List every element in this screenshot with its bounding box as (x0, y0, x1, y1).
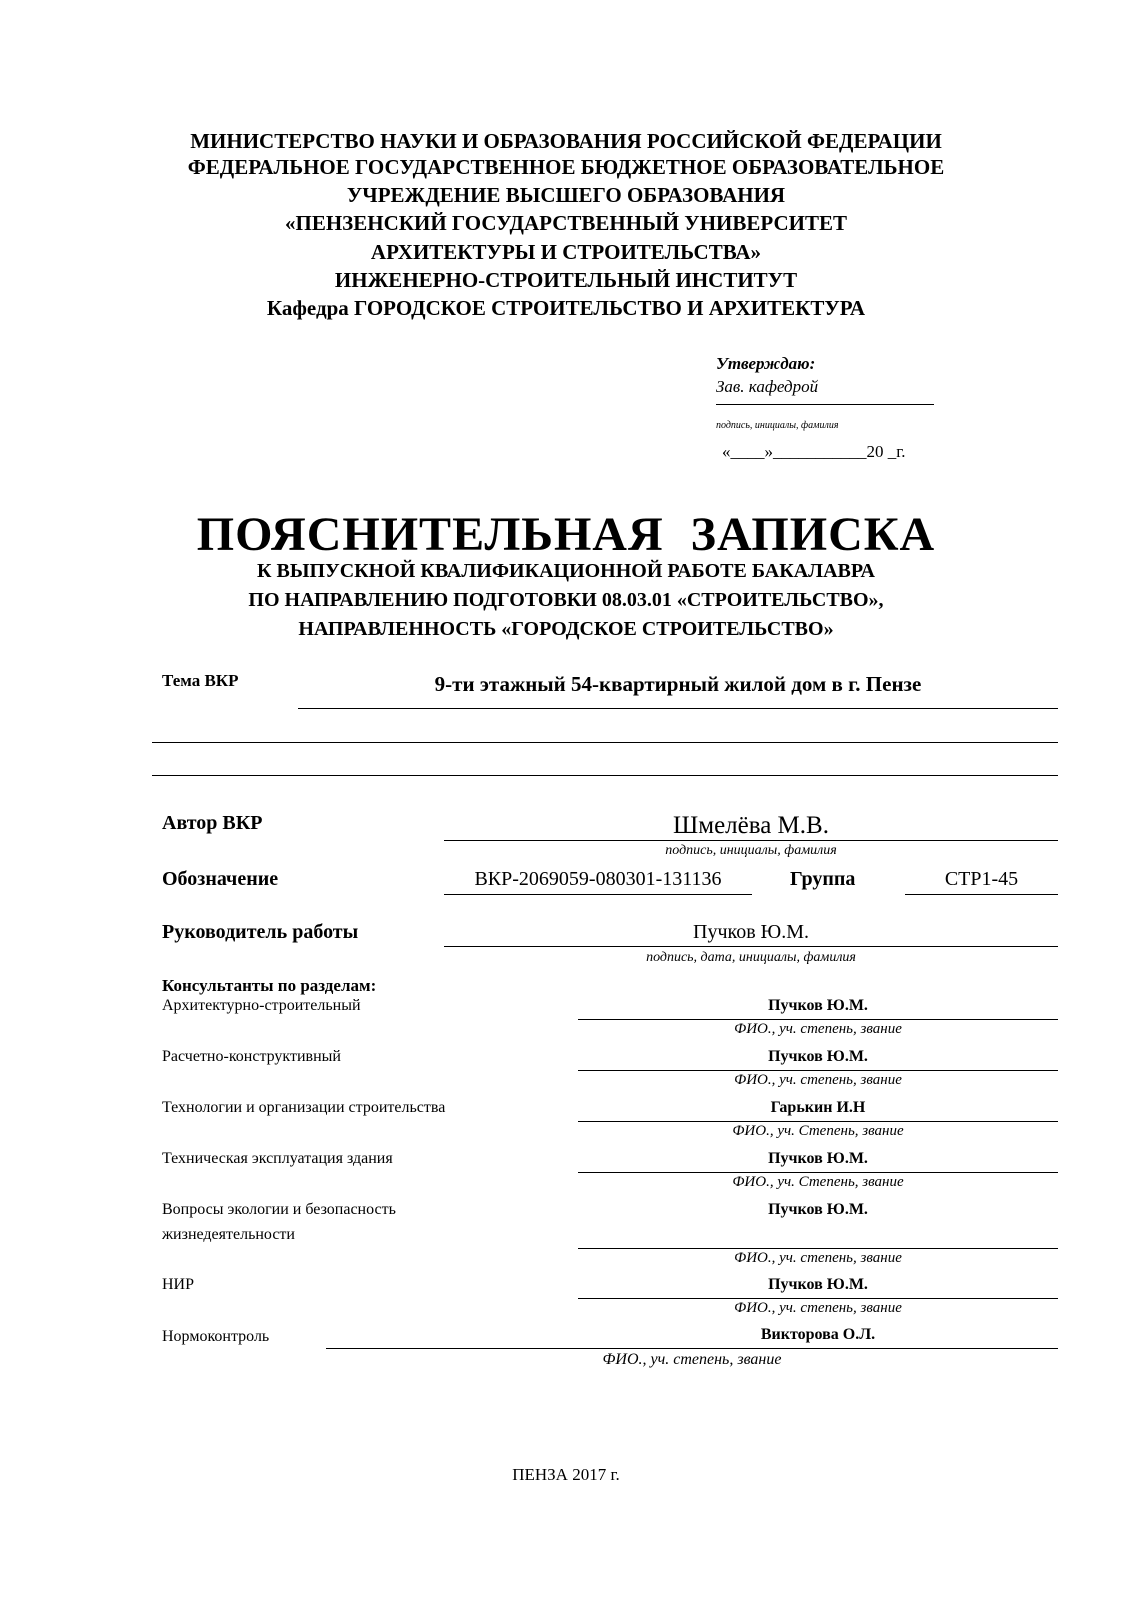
author-value: Шмелёва М.В. (673, 812, 829, 839)
designation-value: ВКР-2069059-080301-131136 (474, 868, 722, 890)
normcontrol-line (326, 1348, 1058, 1349)
consultant-section: Расчетно-конструктивный (162, 1048, 341, 1065)
consultants-heading: Консультанты по разделам: (162, 976, 377, 995)
subtitle-line-3: НАПРАВЛЕННОСТЬ «ГОРОДСКОЕ СТРОИТЕЛЬСТВО» (298, 618, 834, 640)
topic-value: 9-ти этажный 54-квартирный жилой дом в г. Пензе (434, 672, 922, 696)
consultant-line (578, 1070, 1058, 1071)
group-line (905, 894, 1058, 895)
subtitle-line-2: ПО НАПРАВЛЕНИЮ ПОДГОТОВКИ 08.03.01 «СТРОИТЕЛЬСТВО», (248, 589, 884, 611)
institute-line: ИНЖЕНЕРНО-СТРОИТЕЛЬНЫЙ ИНСТИТУТ (334, 268, 798, 292)
topic-label: Тема ВКР (162, 671, 239, 690)
university-line-1: «ПЕНЗЕНСКИЙ ГОСУДАРСТВЕННЫЙ УНИВЕРСИТЕТ (285, 211, 847, 235)
approval-date: «____»___________20 _г. (722, 442, 906, 461)
normcontrol-hint: ФИО., уч. степень, звание (602, 1351, 782, 1368)
consultant-hint: ФИО., уч. Степень, звание (732, 1123, 904, 1139)
consultant-name: Пучков Ю.М. (768, 1150, 868, 1167)
consultant-section: Архитектурно-строительный (162, 997, 361, 1014)
consultant-line (578, 1019, 1058, 1020)
consultant-line (578, 1298, 1058, 1299)
group-label: Группа (790, 868, 856, 890)
approval-position: Зав. кафедрой (716, 377, 819, 396)
author-label: Автор ВКР (162, 812, 263, 834)
consultant-hint: ФИО., уч. степень, звание (734, 1250, 902, 1266)
normcontrol-name: Викторова О.Л. (760, 1326, 876, 1343)
supervisor-line (444, 946, 1058, 947)
consultant-name: Пучков Ю.М. (768, 997, 868, 1014)
document-title: ПОЯСНИТЕЛЬНАЯ ЗАПИСКА (196, 508, 936, 561)
supervisor-value: Пучков Ю.М. (693, 921, 809, 943)
consultant-hint: ФИО., уч. степень, звание (734, 1021, 902, 1037)
normcontrol-label: Нормоконтроль (162, 1328, 270, 1345)
consultant-hint: ФИО., уч. Степень, звание (732, 1174, 904, 1190)
author-hint: подпись, инициалы, фамилия (665, 843, 837, 858)
consultant-line (578, 1121, 1058, 1122)
consultant-name: Пучков Ю.М. (768, 1048, 868, 1065)
footer-place-year: ПЕНЗА 2017 г. (512, 1465, 620, 1484)
consultant-line (578, 1172, 1058, 1173)
consultant-name: Гарькин И.Н (770, 1099, 866, 1116)
university-line-2: АРХИТЕКТУРЫ И СТРОИТЕЛЬСТВА» (370, 240, 762, 264)
consultant-section: Техническая эксплуатация здания (162, 1150, 393, 1167)
author-line (444, 840, 1058, 841)
consultant-line (578, 1248, 1058, 1249)
subtitle-line-1: К ВЫПУСКНОЙ КВАЛИФИКАЦИОННОЙ РАБОТЕ БАКАЛАВРА (257, 560, 875, 582)
designation-label: Обозначение (162, 868, 279, 890)
consultant-hint: ФИО., уч. степень, звание (734, 1300, 902, 1316)
topic-line-3 (152, 775, 1058, 776)
group-value: СТР1-45 (944, 868, 1019, 890)
supervisor-label: Руководитель работы (162, 921, 359, 943)
topic-line-1 (298, 708, 1058, 709)
supervisor-hint: подпись, дата, инициалы, фамилия (646, 950, 856, 965)
topic-line-2 (152, 742, 1058, 743)
institution-line-1: ФЕДЕРАЛЬНОЕ ГОСУДАРСТВЕННОЕ БЮДЖЕТНОЕ ОБРАЗОВАТЕЛЬНОЕ (187, 155, 945, 179)
approval-signature-hint: подпись, инициалы, фамилия (716, 420, 839, 431)
ministry-line: МИНИСТЕРСТВО НАУКИ И ОБРАЗОВАНИЯ РОССИЙСКОЙ ФЕДЕРАЦИИ (190, 129, 942, 153)
designation-line (444, 894, 752, 895)
institution-line-2: УЧРЕЖДЕНИЕ ВЫСШЕГО ОБРАЗОВАНИЯ (346, 183, 786, 207)
consultant-section: Вопросы экологии и безопасность (162, 1201, 396, 1218)
approval-title: Утверждаю: (716, 354, 816, 373)
consultant-hint: ФИО., уч. степень, звание (734, 1072, 902, 1088)
consultant-name: Пучков Ю.М. (768, 1201, 868, 1218)
approval-signature-line (716, 404, 934, 405)
consultant-section: НИР (162, 1276, 195, 1293)
consultant-section: Технологии и организации строительства (162, 1099, 446, 1116)
department-line: Кафедра ГОРОДСКОЕ СТРОИТЕЛЬСТВО И АРХИТЕКТУРА (266, 296, 866, 320)
consultant-section-line2: жизнедеятельности (162, 1226, 295, 1243)
consultant-name: Пучков Ю.М. (768, 1276, 868, 1293)
